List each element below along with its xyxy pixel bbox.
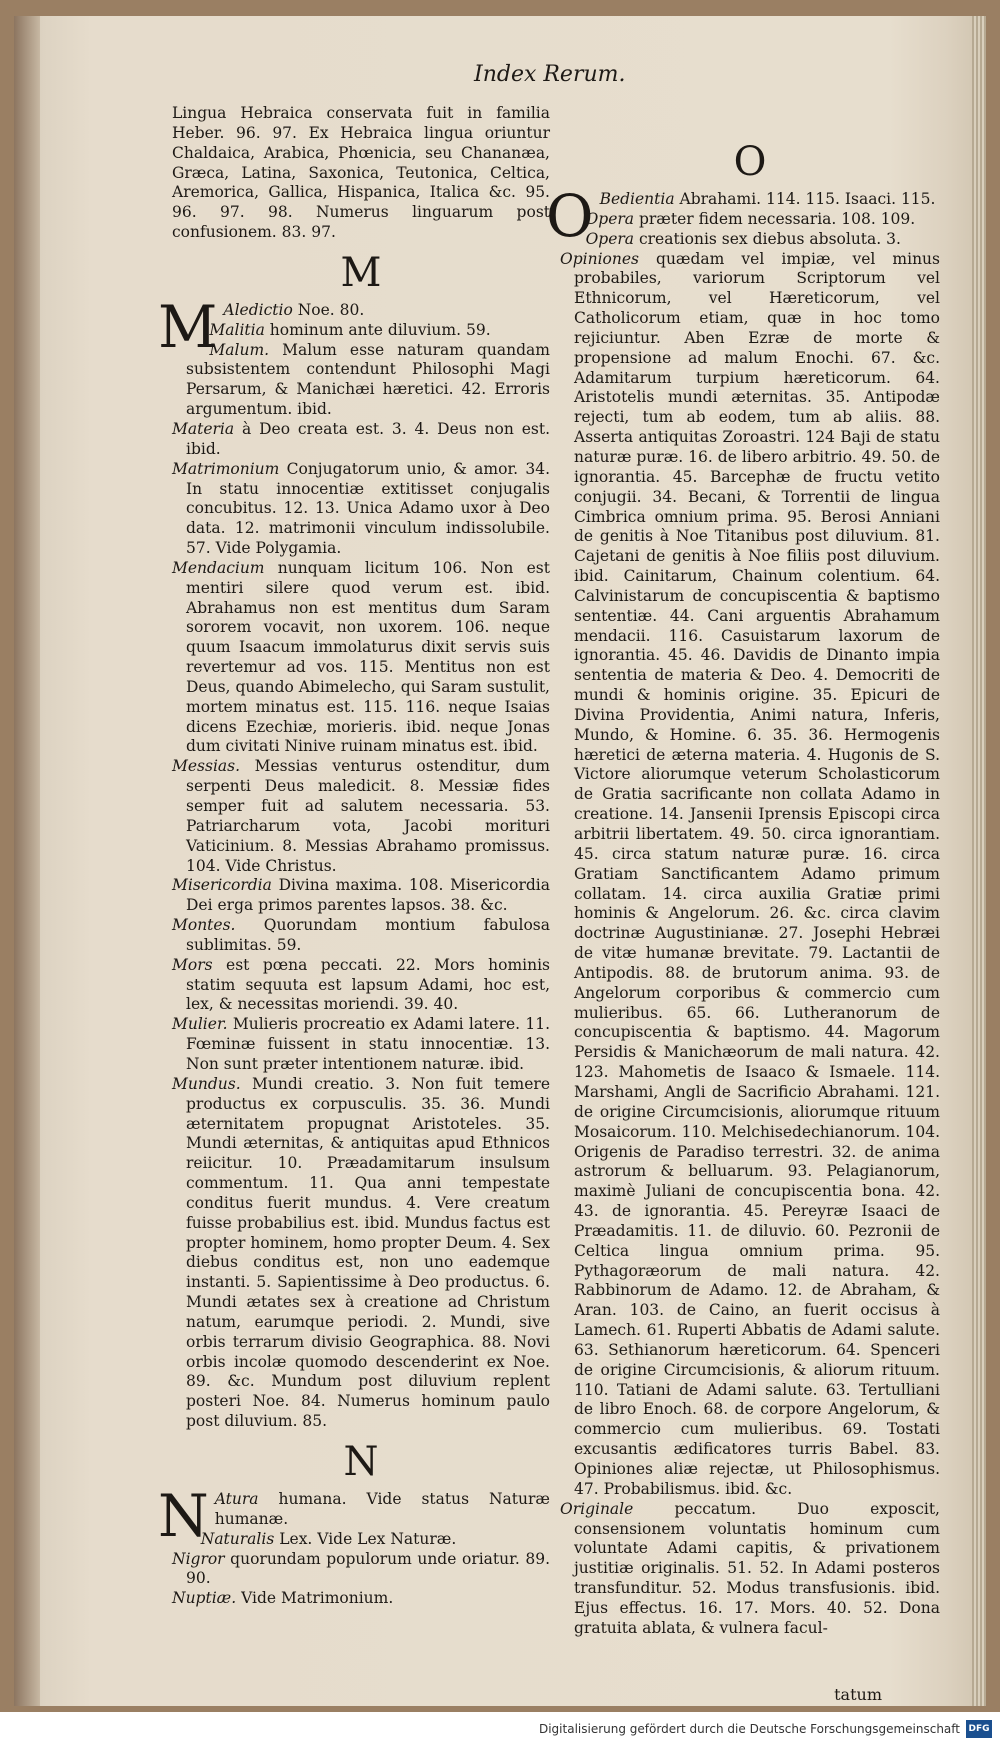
entry-text: quædam vel impiæ, vel minus probabiles, variorum Scriptorum vel Ethnicorum, vel Hæreticorum, vel Catholicorum etiam, quæ in hoc tomo rejiciuntur. Aben Ezræ de morte & propensione ad malum Enochi. 67. &c. Adamitarum turpium hæreticorum. 64. Aristotelis mundi æternitas. 35. Antipodæ rejecti, tum ab eodem, tum ab aliis. 88. Asserta antiquitas Zoroastri. 124 Baji de statu naturæ puræ. 16. de libero arbitrio. 49. 50. de ignorantia. 45. Barcephæ de fructu vetito conjugii. 34. Becani, & Torrentii de lingua Cimbrica omnium prima. 95. Berosi Anniani de genitis à Noe Titanibus post diluvium. 81. Cajetani de genitis à Noe filiis post diluvium. ibid. Cainitarum, Chainum colentium. 64. Calvinistarum de concupiscentia & baptismo sententiæ. 44. Cani arguentis Abrahamum mendacii. 116. Casuistarum laxorum de ignorantia. 45. 46. Davidis de Dinanto impia sententia de materia & Deo. 4. Democriti de mundi & hominis origine. 35. Epicuri de Divina Providentia, Animi natura, Inferis, Mundo, & Homine. 6. 35. 36. Hermogenis hæretici de æterna materia. 4. Hugonis de S. Victore aliorumque veterum Scholasticorum de Gratia sacrificante non collata Adamo in creatione. 14. Jansenii Iprensis Episcopi circa arbitrii libertatem. 49. 50. circa ignorantiam. 45. circa statum naturæ puræ. 16. circa Gratiam Sanctificantem Adamo primum collatam. 14. circa auxilia Gratiæ primi hominis & Angelorum. 26. &c. circa clavim doctrinæ Augustinianæ. 27. Josephi Hebræi de vitæ humanæ brevitate. 79. Lactantii de Antipodis. 88. de brutorum anima. 93. de Angelorum corporibus & commercio cum mulieribus. 65. 66. Lutheranorum de concupiscentia & baptismo. 44. Magorum Persidis & Manichæorum de mali natura. 42. 123. Mahometis de Isaaco & Ismaele. 114. Marshami, Angli de Sacrificio Abrahami. 121. de origine Circumcisionis, aliorumque rituum Mosaicorum. 110. Melchisedechianorum. 104. Origenis de Paradiso terrestri. 32. de anima astrorum & belluarum. 93. Pelagianorum, maximè Juliani de concupiscentia bona. 42. 43. de ignorantia. 45. Pereyræ Isaaci de Præadamitis. 11. de diluvio. 60. Pezronii de Celtica lingua omnium prima. 95. Pythagoræorum de mali natura. 42. Rabbinorum de Adamo. 12. de Abraham, & Aran. 103. de Caino, an fuerit occisus à Lamech. 61. Ruperti Abbatis de Adami salute. 63. Sethianorum hæreticorum. 64. Spenceri de origine Circumcisionis, & aliorum rituum. 110. Tatiani de Adami salute. 63. Tertulliani de libro Enoch. 68. de corpore Angelorum, & commercio cum mulieribus. 69. Tostati excusantis ædificatores turris Babel. 83. Opiniones aliæ rejectæ, ut Philosophismus. 47. Probabilismus. ibid. &c. [574, 249, 940, 1498]
funding-note: Digitalisierung gefördert durch die Deutsche Forschungsgemeinschaft [538, 1722, 960, 1736]
drop-cap: N [158, 1482, 209, 1550]
entry-headword: Matrimonium [172, 459, 280, 478]
drop-cap: O [546, 182, 594, 250]
entry-headword: Mundus. [172, 1074, 241, 1093]
entry-text: Malum esse naturam quandam subsistentem contendunt Philosophi Magi Persarum, & Manichæi hæretici. 42. Erroris argumentum. ibid. [186, 340, 550, 419]
entry-text: Noe. 80. [292, 300, 365, 319]
entry-text: peccatum. Duo exposcit, consensionem voluntatis hominum cum voluntate Adami capitis, & privationem justitiæ originalis. 51. 52. In Adami posteros transfunditur. 52. Modus transfusionis. ibid. Ejus effectus. 16. 17. Mors. 40. 52. Dona gratuita ablata, & vulnera facul- [574, 1499, 940, 1637]
entry-headword: Malum. [209, 340, 270, 359]
entry-text: Abrahami. 114. 115. Isaaci. 115. [674, 190, 936, 208]
index-entry [172, 1075, 550, 1432]
binding-gutter [14, 16, 40, 1706]
entry-headword: Misericordia [172, 876, 272, 895]
index-entry [172, 1530, 550, 1550]
entry-text: Messias venturus ostenditur, dum serpenti Deus maledicit. 8. Messiæ fides semper fuit ad salutem necessaria. 53. Patriarcharum vota, Jacobi morituri Vaticinium. 8. Messias Abrahamo promissus. 104. Vide Christus. [186, 757, 550, 875]
entry-headword: Montes. [172, 916, 236, 935]
entry-headword: Naturalis [200, 1529, 275, 1548]
entry-headword: Atura [214, 1490, 259, 1508]
entry-headword: Bedientia [599, 190, 675, 208]
index-entry [172, 757, 550, 876]
entry-text: Mulieris procreatio ex Adami latere. 11. Fœminæ fuissent in statu innocentiæ. 13. Non sunt præter intentionem naturæ. ibid. [186, 1015, 550, 1073]
index-entry [172, 1589, 550, 1609]
index-entry [172, 104, 550, 243]
index-entry [560, 230, 940, 250]
index-entry [172, 420, 550, 460]
running-head: Index Rerum. [474, 62, 626, 87]
left-column [158, 104, 550, 1609]
index-entry [172, 559, 550, 757]
entry-text: nunquam licitum 106. Non est mentiri silere quod verum est. ibid. Abrahamus non est mentitus dum Saram sororem vocavit, non uxorem. 106. neque quum Isaacum immolaturus dixit servis suis revertemur ad vos. 115. Mentitus non est Deus, quando Abimelecho, qui Saram sustulit, mortem minatus est. 115. 116. neque Isaias dicens Ezechiæ, morieris. ibid. neque Jonas dum civitati Ninive ruinam minatus est. ibid. [186, 558, 550, 756]
entry-headword: Mendacium [172, 558, 265, 577]
entry-headword: Nigror [172, 1549, 225, 1568]
dfg-logo: DFG [966, 1720, 992, 1738]
section-letter: O [733, 139, 767, 185]
index-entry [172, 460, 550, 559]
entry-text: Lex. Vide Lex Naturæ. [274, 1529, 457, 1548]
entry-headword: Mulier. [172, 1015, 228, 1034]
index-entry [172, 1015, 550, 1075]
entry-text: à Deo creata est. 3. 4. Deus non est. ibid. [186, 419, 550, 458]
entry-headword: Messias. [172, 757, 241, 776]
section-letter: M [340, 249, 382, 296]
entry-text: hominum ante diluvium. 59. [264, 320, 491, 339]
entry-text: est pœna peccati. 22. Mors hominis statim sequuta est lapsum Adami, hoc est, lex, & necessitas moriendi. 39. 40. [186, 955, 550, 1014]
entry-text: Conjugatorum unio, & amor. 34. In statu innocentiæ extitisset conjugalis concubitus. 12. 13. Unica Adamo uxor à Deo data. 12. matrimonii vinculum indissolubile. 57. Vide Polygamia. [186, 459, 550, 558]
catchword: tatum [834, 1685, 882, 1704]
entry-headword: Opera [585, 209, 635, 228]
entry-text: creationis sex diebus absoluta. 3. [634, 229, 901, 248]
entry-headword: Mors [172, 955, 213, 974]
index-entry [172, 321, 550, 341]
entry-headword: Malitia [209, 320, 265, 339]
entry-headword: Materia [172, 419, 235, 438]
entry-text: Lingua Hebraica conservata fuit in familia Heber. 96. 97. Ex Hebraica lingua oriuntur Chaldaica, Arabica, Phœnicia, seu Chananæa, Græca, Latina, Saxonica, Teutonica, Celtica, Aremorica, Gallica, Hispanica, Italica &c. 95. 96. 97. 98. Numerus linguarum post confusionem. 83. 97. [172, 104, 550, 242]
index-entry [172, 876, 550, 916]
index-entry [560, 1500, 940, 1639]
index-entry [560, 210, 940, 230]
index-entry [560, 250, 940, 1500]
footer-bar [0, 1712, 1000, 1748]
entry-text: Vide Matrimonium. [236, 1589, 394, 1608]
entry-headword: Aledictio [223, 300, 293, 319]
index-entry [172, 956, 550, 1016]
section-letter: N [343, 1439, 379, 1485]
entry-headword: Opiniones [560, 249, 639, 268]
entry-text: humana. Vide status Naturæ humanæ. [214, 1490, 550, 1528]
index-entry [172, 341, 550, 420]
entry-text: Mundi creatio. 3. Non fuit temere productus ex corpusculis. 35. 36. Mundi æternitatem propugnat Aristoteles. 35. Mundi æternitas, & antiquitas apud Ethnicos reiicitur. 10. Præadamitarum insulsum commentum. 11. Qua anni tempestate conditus fuerit mundus. 4. Vere creatum fuisse probabilius est. ibid. Mundus factus est propter hominem, homo propter Deum. 4. Sex diebus conditus est, non uno eademque instanti. 5. Sapientissime à Deo productus. 6. Mundi ætates sex à creatione ad Christum natum, earumque periodi. 2. Mundi, sive orbis terrarum divisio Geographica. 88. Novi orbis incolæ quomodo descenderint ex Noe. 89. &c. Mundum post diluvium replent posteri Noe. 84. Numerus hominum paulo post diluvium. 85. [186, 1074, 550, 1431]
entry-headword: Originale [560, 1499, 634, 1518]
entry-text: Divina maxima. 108. Misericordia Dei erga primos parentes lapsos. 38. &c. [186, 876, 550, 915]
index-entry [172, 1550, 550, 1590]
entry-headword: Nuptiæ. [172, 1589, 237, 1608]
index-entry [172, 916, 550, 956]
drop-cap: M [158, 292, 218, 361]
entry-text: præter fidem necessaria. 108. 109. [634, 209, 916, 228]
entry-headword: Opera [585, 229, 635, 248]
entry-text: Quorundam montium fabulosa sublimitas. 59. [186, 916, 550, 954]
right-column [546, 132, 940, 1639]
entry-text: quorundam populorum unde oriatur. 89. 90. [186, 1549, 550, 1588]
page-edges [972, 16, 986, 1706]
